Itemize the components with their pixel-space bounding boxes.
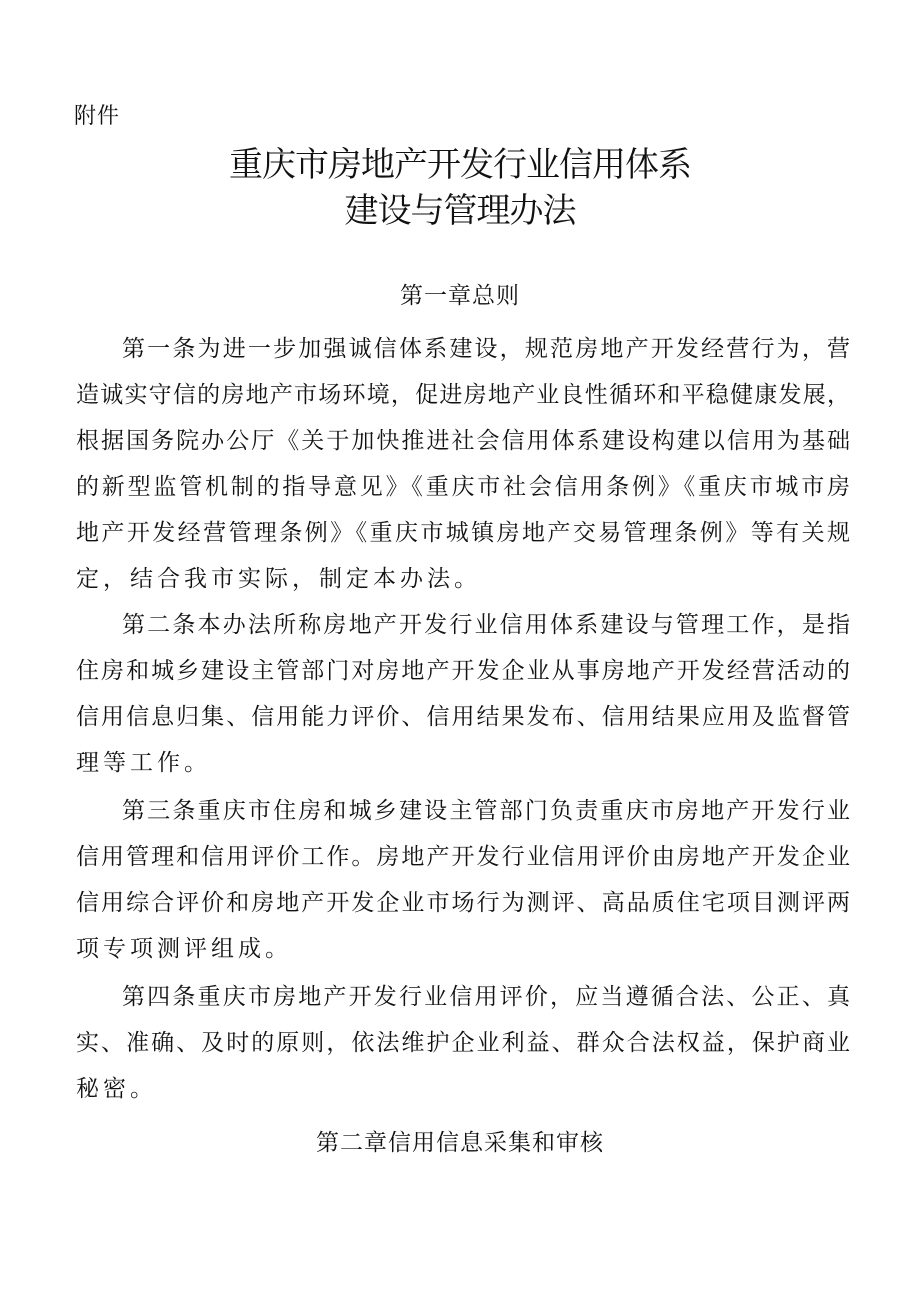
article-1-line: 造诚实守信的房地产市场环境，促进房地产业良性循环和平稳健康发展，: [76, 382, 850, 408]
article-3-line: 信用管理和信用评价工作。房地产开发行业信用评价由房地产开发企业: [76, 844, 850, 870]
article-1-line: 第一条为进一步加强诚信体系建设，规范房地产开发经营行为，营: [122, 336, 850, 362]
article-2-line: 住房和城乡建设主管部门对房地产开发企业从事房地产开发经营活动的: [76, 658, 850, 684]
article-1-line: 定，结合我市实际，制定本办法。: [76, 566, 481, 592]
attachment-label: 附件: [74, 104, 121, 129]
article-2-line: 信用信息归集、信用能力评价、信用结果发布、信用结果应用及监督管: [76, 704, 850, 730]
document-title-line-1: 重庆市房地产开发行业信用体系: [229, 145, 691, 185]
article-3-line: 项专项测评组成。: [76, 936, 292, 962]
article-4-line: 实、准确、及时的原则，依法维护企业利益、群众合法权益，保护商业: [76, 1030, 850, 1056]
article-2-line: 第二条本办法所称房地产开发行业信用体系建设与管理工作，是指: [122, 612, 850, 638]
article-4-line: 秘密。: [76, 1076, 157, 1102]
chapter-2-heading: 第二章信用信息采集和审核: [316, 1130, 604, 1156]
article-1-line: 的新型监管机制的指导意见》《重庆市社会信用条例》《重庆市城市房: [76, 474, 850, 500]
article-3-line: 信用综合评价和房地产开发企业市场行为测评、高品质住宅项目测评两: [76, 890, 850, 916]
article-1-line: 根据国务院办公厅《关于加快推进社会信用体系建设构建以信用为基础: [76, 428, 850, 454]
article-1-line: 地产开发经营管理条例》《重庆市城镇房地产交易管理条例》等有关规: [76, 520, 850, 546]
article-2-line: 理等工作。: [76, 750, 211, 776]
chapter-1-heading: 第一章总则: [400, 283, 520, 309]
article-3-line: 第三条重庆市住房和城乡建设主管部门负责重庆市房地产开发行业: [122, 798, 850, 824]
document-title-line-2: 建设与管理办法: [344, 191, 576, 231]
article-4-line: 第四条重庆市房地产开发行业信用评价，应当遵循合法、公正、真: [122, 984, 850, 1010]
